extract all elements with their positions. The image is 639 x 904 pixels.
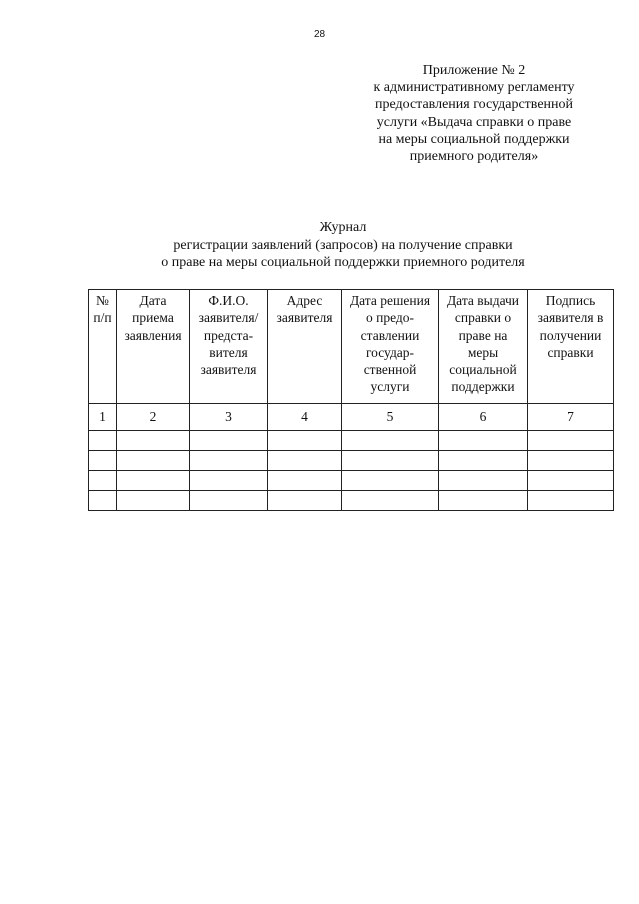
- table-header-row: [89, 290, 614, 404]
- column-number-row: [89, 404, 614, 431]
- column-header-line: заявителя в: [537, 310, 604, 326]
- table-cell: [268, 431, 342, 451]
- column-header-line: услуги: [370, 379, 410, 395]
- column-header-line: меры: [467, 344, 499, 360]
- table-cell: [268, 471, 342, 491]
- column-header-number: [89, 290, 117, 404]
- table-cell: [190, 451, 268, 471]
- column-header-line: Ф.И.О.: [208, 293, 249, 308]
- column-header-receipt-date: [117, 290, 190, 404]
- column-header-line: Адрес: [286, 293, 323, 308]
- column-number-cell: 6: [439, 404, 528, 431]
- column-header-line: Подпись: [545, 293, 596, 308]
- column-number-cell: 2: [117, 404, 190, 431]
- column-header-line: государ-: [365, 344, 415, 360]
- column-header-applicant-address: [268, 290, 342, 404]
- column-number-cell: 5: [342, 404, 439, 431]
- column-header-line: приема: [132, 310, 174, 326]
- journal-title: [80, 219, 606, 272]
- table-cell: [117, 491, 190, 511]
- table-cell: [439, 471, 528, 491]
- column-header-line: поддержки: [451, 379, 515, 395]
- column-header-line: №: [96, 293, 109, 308]
- column-number-cell: 4: [268, 404, 342, 431]
- appendix-header: [350, 62, 598, 165]
- table-cell: [528, 471, 614, 491]
- column-header-line: вителя: [209, 344, 248, 360]
- table-cell: [190, 431, 268, 451]
- table-row: [89, 451, 614, 471]
- column-header-line: заявления: [124, 327, 182, 343]
- table-cell: [528, 451, 614, 471]
- table-cell: [268, 451, 342, 471]
- journal-title-line: Журнал: [319, 220, 367, 235]
- table-cell: [117, 471, 190, 491]
- table-cell: [439, 431, 528, 451]
- table-cell: [439, 451, 528, 471]
- table-row: [89, 491, 614, 511]
- page-number: 28: [313, 29, 326, 40]
- column-header-line: справки: [547, 344, 594, 360]
- column-number-cell: 7: [528, 404, 614, 431]
- column-header-line: заявителя/: [198, 310, 259, 326]
- column-header-line: о предо-: [365, 310, 415, 326]
- column-number-cell: 1: [89, 404, 117, 431]
- column-header-line: ставлении: [360, 327, 420, 343]
- appendix-line: на меры социальной поддержки: [378, 131, 570, 147]
- appendix-line: к административному регламенту: [373, 80, 575, 96]
- table-cell: [342, 451, 439, 471]
- column-header-line: Дата: [139, 293, 167, 308]
- journal-title-line: регистрации заявлений (запросов) на получение справки: [173, 237, 513, 253]
- column-header-line: ственной: [363, 362, 417, 378]
- table-cell: [190, 471, 268, 491]
- table-cell: [342, 431, 439, 451]
- column-header-line: справки о: [454, 310, 512, 326]
- table-cell: [89, 491, 117, 511]
- table-cell: [89, 471, 117, 491]
- column-header-line: заявителя: [200, 362, 257, 378]
- appendix-line: услуги «Выдача справки о праве: [376, 114, 572, 130]
- column-header-applicant-name: [190, 290, 268, 404]
- column-header-line: социальной: [449, 362, 517, 378]
- column-header-line: праве на: [458, 327, 508, 343]
- table-cell: [342, 491, 439, 511]
- table-cell: [117, 431, 190, 451]
- table-cell: [528, 491, 614, 511]
- column-header-line: заявителя: [276, 310, 333, 326]
- column-header-line: предста-: [203, 327, 254, 343]
- journal-title-line: о праве на меры социальной поддержки приемного родителя: [161, 255, 525, 270]
- table-cell: [89, 431, 117, 451]
- column-header-line: Дата выдачи: [446, 293, 520, 308]
- column-header-issue-date: [439, 290, 528, 404]
- column-header-line: получении: [539, 327, 602, 343]
- table-cell: [117, 451, 190, 471]
- table-row: [89, 431, 614, 451]
- table-cell: [268, 491, 342, 511]
- column-header-decision-date: [342, 290, 439, 404]
- appendix-line: Приложение № 2: [422, 63, 526, 78]
- column-header-line: п/п: [93, 310, 112, 326]
- appendix-line: приемного родителя»: [409, 149, 539, 165]
- table-cell: [528, 431, 614, 451]
- journal-table: [88, 289, 614, 511]
- table-cell: [89, 451, 117, 471]
- table-cell: [342, 471, 439, 491]
- table-cell: [190, 491, 268, 511]
- column-header-line: Дата решения: [349, 293, 431, 308]
- table-row: [89, 471, 614, 491]
- appendix-line: предоставления государственной: [374, 97, 574, 113]
- column-header-signature: [528, 290, 614, 404]
- table-cell: [439, 491, 528, 511]
- column-number-cell: 3: [190, 404, 268, 431]
